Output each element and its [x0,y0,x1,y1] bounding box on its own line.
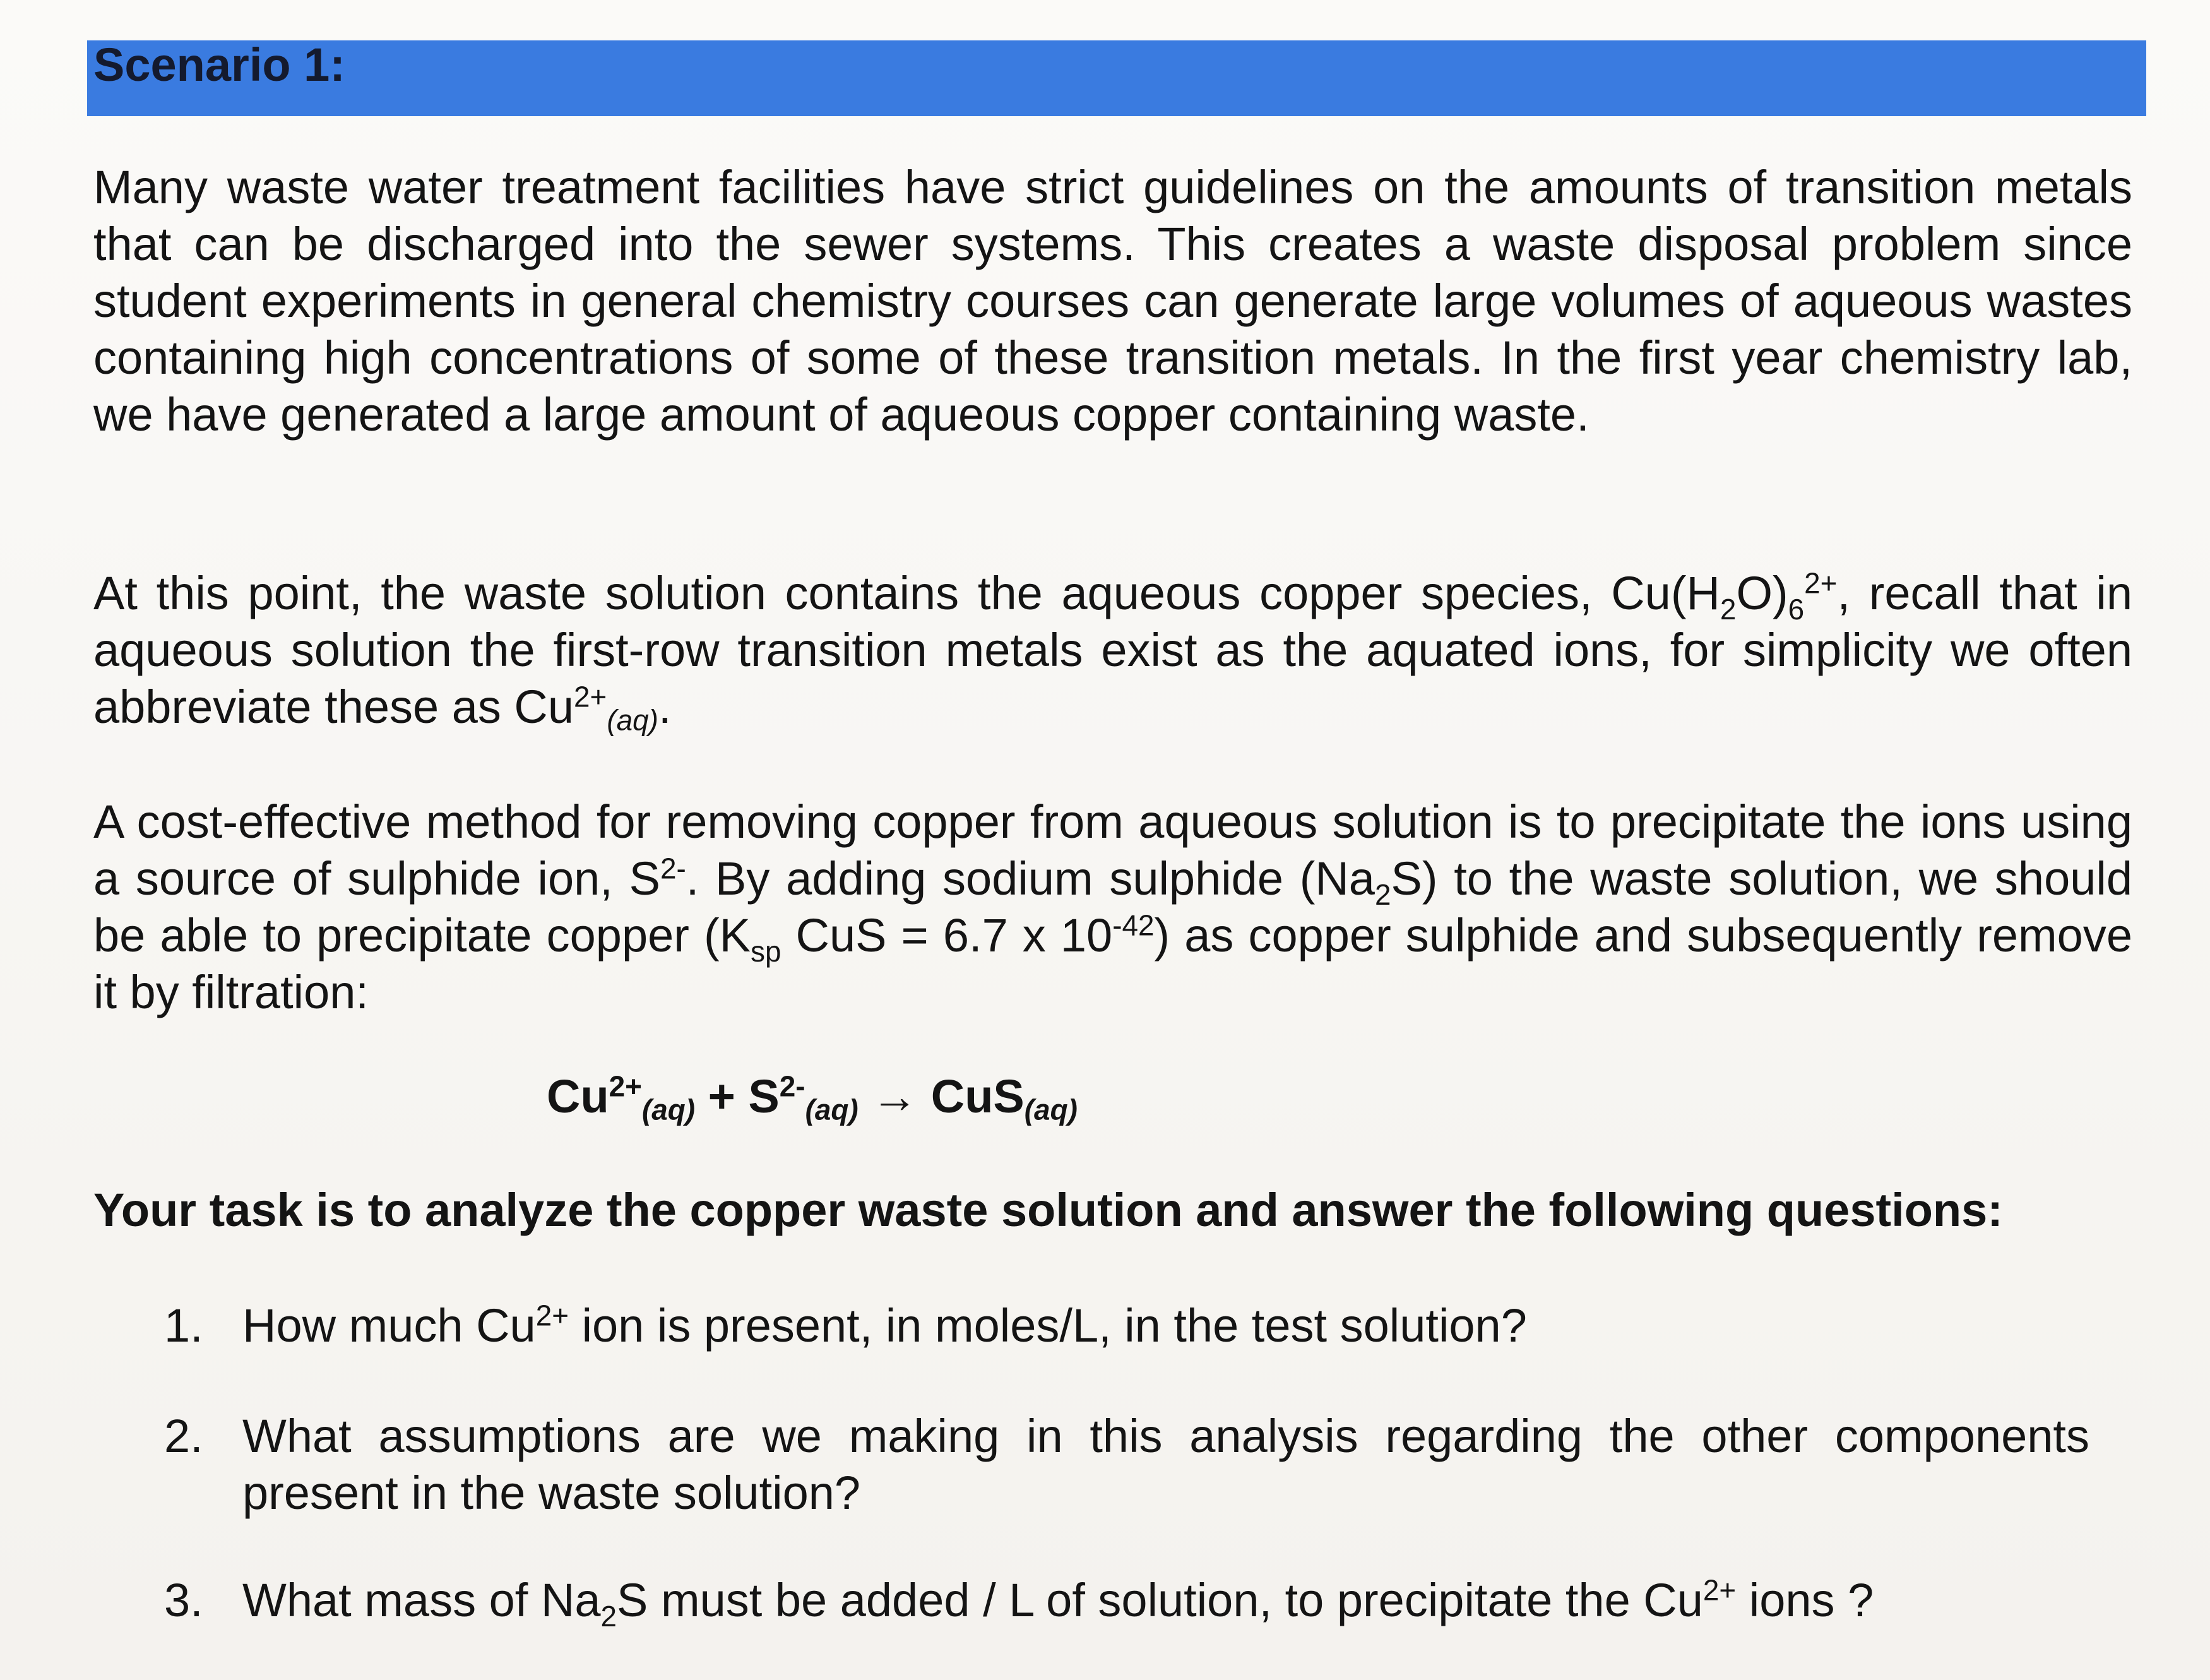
scenario-title: Scenario 1: [93,39,345,91]
p2-sub-6: 6 [1788,592,1805,626]
question-number: 2. [164,1410,203,1462]
p2-text-2: O) [1736,567,1788,619]
p2-text-4: . [658,681,672,733]
p3-sup-exp: -42 [1112,909,1155,942]
question-item-2 [164,1408,2089,1522]
reaction-equation [547,1069,1078,1126]
question-text [242,1572,2089,1633]
p3-text-4: CuS = 6.7 x 10 [781,909,1113,962]
eq-s-state: (aq) [805,1093,858,1126]
eq-plus: + [695,1070,749,1123]
p3-text-1: A cost-effective method for removing copper from aqueous solution is to precipitate the ions using a source of sulphide ion, S [93,795,2132,905]
task-heading: Your task is to analyze the copper waste solution and answer the following questions: [93,1184,2003,1236]
p3-text-3: S) to the waste solution, we should be able to precipitate copper (K [93,852,2132,962]
q3-text-3: ions ? [1736,1574,1874,1626]
p2-sub-aq: (aq) [607,703,658,737]
question-item-3 [164,1572,2089,1633]
eq-cu-charge: 2+ [609,1069,642,1103]
eq-product: CuS [930,1070,1025,1123]
eq-cu: Cu [547,1070,609,1123]
q1-text-2: ion is present, in moles/L, in the test solution? [569,1299,1527,1352]
p2-sup-charge: 2+ [1804,566,1838,600]
eq-s-charge: 2- [779,1069,805,1103]
question-text [242,1297,2089,1354]
eq-arrow-icon: → [858,1070,931,1123]
q1-sup: 2+ [535,1299,569,1332]
question-text: What assumptions are we making in this analysis regarding the other components present in the waste solution? [242,1410,2089,1519]
question-item-1 [164,1297,2089,1354]
q3-text-1: What mass of Na [242,1574,601,1626]
p3-text-5: ) as copper sulphide and subsequently remove it by filtration: [93,909,2132,1018]
p3-sub-na: 2 [1374,878,1391,911]
p3-sup-s: 2- [660,852,686,885]
eq-s: S [748,1070,780,1123]
q3-sup: 2+ [1702,1573,1737,1607]
q1-text-1: How much Cu [242,1299,536,1352]
eq-cu-state: (aq) [641,1093,696,1126]
eq-product-state: (aq) [1024,1093,1078,1126]
p3-sub-sp: sp [751,934,781,968]
question-number: 3. [164,1574,203,1626]
question-number: 1. [164,1299,203,1352]
q3-sub: 2 [600,1599,617,1633]
copper-species-paragraph [93,565,2132,748]
intro-paragraph: Many waste water treatment facilities have strict guidelines on the amounts of transition metals that can be discharged into the sewer systems. This creates a waste disposal problem since student experiments in general chemistry courses can generate large volumes of aqueous wastes containing high concentrations of some of these transition metals. In the first year chemistry lab, we have generated a large amount of aqueous copper containing waste. [93,161,2132,441]
precipitation-paragraph [93,794,2132,1021]
p2-text-3: , recall that in aqueous solution the first-row transition metals exist as the aquated ions, for simplicity we often abbreviate these as Cu [93,567,2132,733]
p2-sub-2: 2 [1720,592,1737,626]
scenario-header-bar [87,40,2146,116]
p2-sup-charge2: 2+ [574,680,607,713]
p3-text-2: . By adding sodium sulphide (Na [686,852,1375,905]
p2-text-1: At this point, the waste solution contains the aqueous copper species, Cu(H [93,567,1720,619]
q3-text-2: S must be added / L of solution, to precipitate the Cu [617,1574,1703,1626]
